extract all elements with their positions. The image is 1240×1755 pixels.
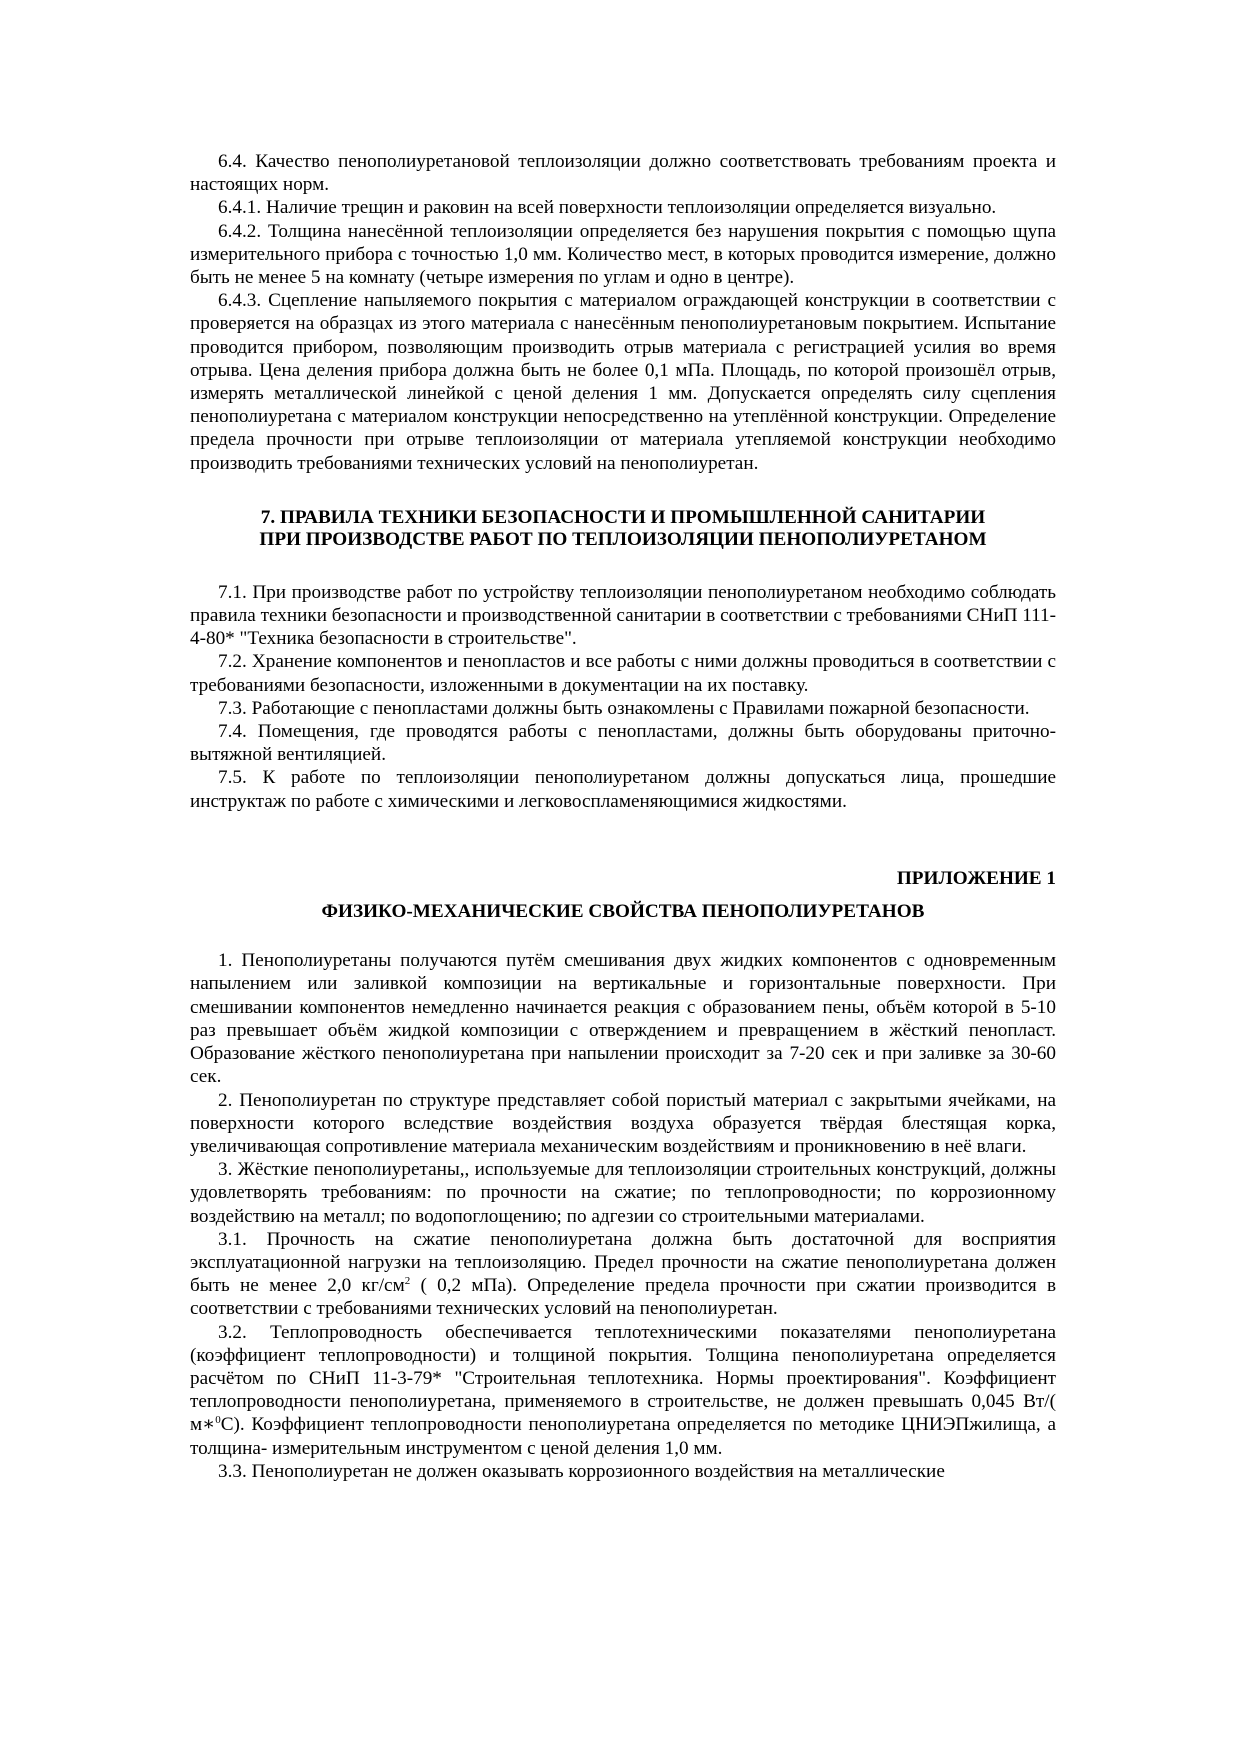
paragraph-7-2: 7.2. Хранение компонентов и пенопластов и все работы с ними должны проводиться в соответствии с требованиями безопасности, изложенными в документации на их поставку. xyxy=(190,651,1056,696)
paragraph-7-1: 7.1. При производстве работ по устройству теплоизоляции пенополиуретаном необходимо соблюдать правила техники безопасности и производственной санитарии в соответствии с требованиями СНиП 111-4-80* "Техника безопасности в строительстве". xyxy=(190,581,1056,650)
section-7-heading-line-2: ПРИ ПРОИЗВОДСТВЕ РАБОТ ПО ТЕПЛОИЗОЛЯЦИИ ПЕНОПОЛИУРЕТАНОМ xyxy=(259,528,987,550)
section-7 xyxy=(190,581,1056,813)
section-6 xyxy=(190,150,1056,475)
paragraph-7-5: 7.5. К работе по теплоизоляции пенополиуретаном должны допускаться лица, прошедшие инструктаж по работе с химическими и легковоспламеняющимися жидкостями. xyxy=(190,767,1056,812)
paragraph-3-1-text-b: ( 0,2 мПа). Определение предела прочности при сжатии производится в соответствии с требованиями технических условий на пенополиуретан. xyxy=(190,1275,1057,1320)
appendix-body xyxy=(190,949,1056,1483)
appendix-paragraph-3: 3. Жёсткие пенополиуретаны,, используемые для теплоизоляции строительных конструкций, должны удовлетворять требованиям: по прочности на сжатие; по теплопроводности; по коррозионному воздействию на металл; по водопоглощению; по адгезии со строительными материалами. xyxy=(190,1159,1056,1227)
paragraph-7-3: 7.3. Работающие с пенопластами должны быть ознакомлены с Правилами пожарной безопасности. xyxy=(218,697,1030,719)
paragraph-6-4-3: 6.4.3. Сцепление напыляемого покрытия с материалом ограждающей конструкции в соответствии с проверяется на образцах из этого материала с нанесённым пенополиуретановым покрытием. Испытание проводится прибором, позволяющим производить отрыв материала с регистрацией усилия во время отрыва. Цена деления прибора должна быть не более 0,1 мПа. Площадь, по которой произошёл отрыв, измерять металлической линейкой с ценой деления 1 мм. Допускается определять силу сцепления пенополиуретана с материалом конструкции непосредственно на утеплённой конструкции. Определение предела прочности при отрыве теплоизоляции от материала утепляемой конструкции необходимо производить требованиями технических условий на пенополиуретан. xyxy=(190,290,1056,474)
appendix-paragraph-1: 1. Пенополиуретаны получаются путём смешивания двух жидких компонентов с одновременным напылением или заливкой композиции на вертикальные и горизонтальные поверхности. При смешивании компонентов немедленно начинается реакция с образованием пены, объём которой в 5-10 раз превышает объём жидкой композиции с отверждением и превращением в жёсткий пенопласт. Образование жёсткого пенополиуретана при напылении происходит за 7-20 сек и при заливке за 30-60 сек. xyxy=(190,950,1056,1088)
appendix-title: ФИЗИКО-МЕХАНИЧЕСКИЕ СВОЙСТВА ПЕНОПОЛИУРЕТАНОВ xyxy=(321,901,925,923)
paragraph-3-2-text-b: С). Коэффициент теплопроводности пенополиуретана определяется по методике ЦНИЭПжилища, а толщина- измерительным инструментом с ценой деления 1,0 мм. xyxy=(190,1414,1056,1459)
appendix-label: ПРИЛОЖЕНИЕ 1 xyxy=(896,867,1056,889)
document-page xyxy=(190,150,1056,1483)
appendix-paragraph-3-3: 3.3. Пенополиуретан не должен оказывать коррозионного воздействия на металлические xyxy=(218,1460,945,1482)
section-7-heading xyxy=(190,507,1056,551)
paragraph-6-4-2: 6.4.2. Толщина нанесённой теплоизоляции определяется без нарушения покрытия с помощью щупа измерительного прибора с точностью 1,0 мм. Количество мест, в которых проводится измерение, должно быть не менее 5 на комнату (четыре измерения по углам и одно в центре). xyxy=(190,220,1056,289)
superscript-degree: 0 xyxy=(215,1414,221,1427)
superscript-square: 2 xyxy=(404,1275,411,1288)
appendix-paragraph-3-2 xyxy=(190,1321,1056,1460)
paragraph-3-2-text-a: 3.2. Теплопроводность обеспечивается теплотехническими показателями пенополиуретана (коэффициент теплопроводности) и толщиной покрытия. Толщина пенополиуретана определяется расчётом по СНиП 11-3-79* "Строительная теплотехника. Нормы проектирования". Коэффициент теплопроводности пенополиуретана, применяемого в строительстве, не должен превышать 0,045 Вт/( м∗ xyxy=(190,1321,1056,1436)
section-7-heading-line-1: 7. ПРАВИЛА ТЕХНИКИ БЕЗОПАСНОСТИ И ПРОМЫШЛЕННОЙ САНИТАРИИ xyxy=(260,506,986,528)
appendix-paragraph-2: 2. Пенополиуретан по структуре представляет собой пористый материал с закрытыми ячейками, на поверхности которого вследствие воздействия воздуха образуется твёрдая блестящая корка, увеличивающая сопротивление материала механическим воздействиям и проникновению в неё влаги. xyxy=(190,1089,1056,1157)
paragraph-6-4-1: 6.4.1. Наличие трещин и раковин на всей поверхности теплоизоляции определяется визуально. xyxy=(218,197,997,219)
paragraph-3-1-text-a: 3.1. Прочность на сжатие пенополиуретана должна быть достаточной для восприятия эксплуатационной нагрузки на теплоизоляцию. Предел прочности на сжатие пенополиуретана должен быть не менее 2,0 кг/см xyxy=(190,1228,1056,1297)
paragraph-7-4: 7.4. Помещения, где проводятся работы с пенопластами, должны быть оборудованы приточно-вытяжной вентиляцией. xyxy=(190,721,1056,766)
paragraph-6-4: 6.4. Качество пенополиуретановой теплоизоляции должно соответствовать требованиям проекта и настоящих норм. xyxy=(190,151,1056,196)
appendix-paragraph-3-1 xyxy=(190,1228,1056,1321)
